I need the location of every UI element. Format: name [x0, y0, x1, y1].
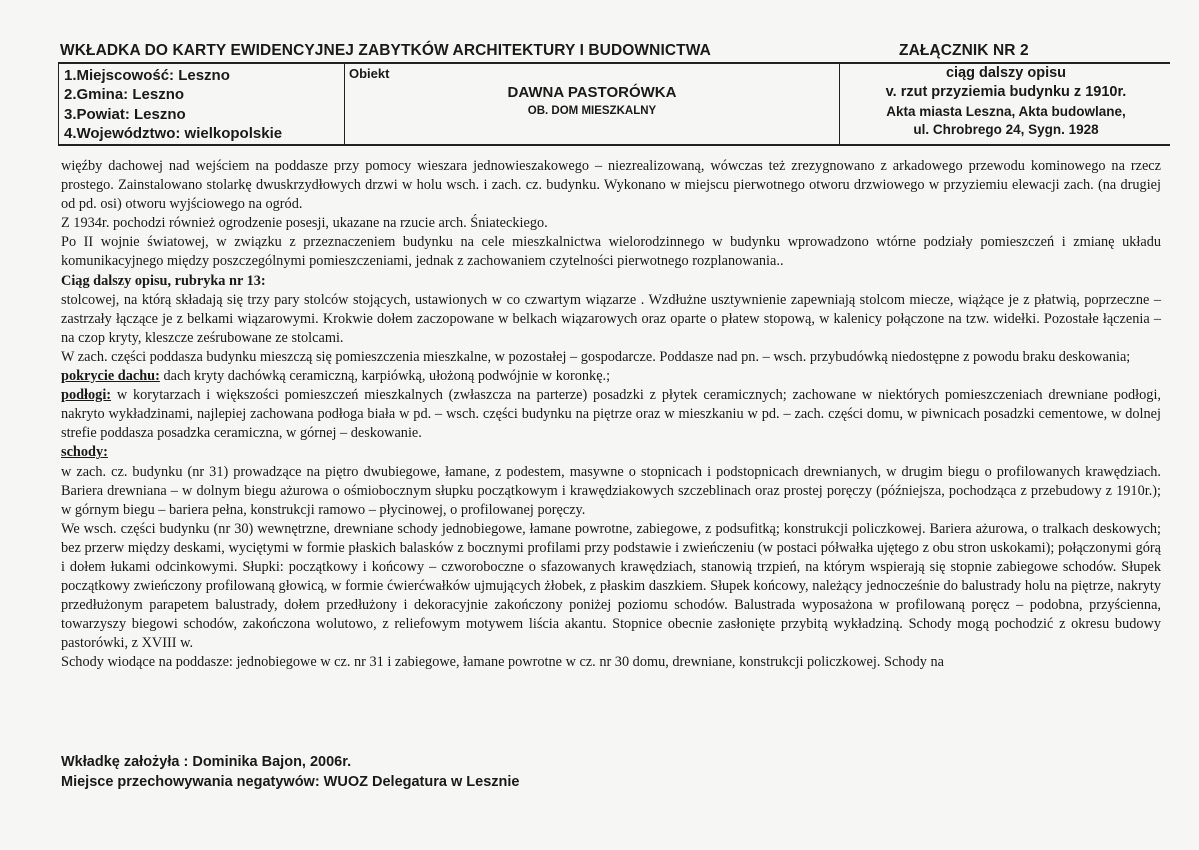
note-line-3: Akta miasta Leszna, Akta budowlane,	[886, 104, 1126, 119]
paragraph: Po II wojnie światowej, w związku z przeznaczeniem budynku na cele mieszkalnictwa wielorodzinnego w budynku wprowadzono wtórne podziały pomieszczeń i zmianę układu komunikacyjnego między poszczególnymi pomieszczeniami, jednak z zachowaniem czytelności pierwotnego rozplanowania..	[61, 234, 1161, 270]
roof-text: dach kryty dachówką ceramiczną, karpiówką, ułożoną podwójnie w koronkę.;	[159, 368, 611, 385]
description-body	[61, 157, 1161, 673]
object-label: Obiekt	[349, 66, 390, 81]
roof-paragraph	[61, 367, 1161, 386]
attachment-number: ZAŁĄCZNIK NR 2	[899, 42, 1029, 59]
location-commune: 2.Gmina: Leszno	[64, 86, 185, 103]
note-line-1: ciąg dalszy opisu	[945, 65, 1067, 81]
document-footer	[61, 752, 519, 792]
object-subtitle: OB. DOM MIESZKALNY	[527, 105, 657, 117]
section-heading: Ciąg dalszy opisu, rubryka nr 13:	[61, 272, 266, 289]
floors-label: podłogi:	[61, 387, 112, 404]
note-line-4: ul. Chrobrego 24, Sygn. 1928	[913, 122, 1099, 137]
paragraph: w zach. cz. budynku (nr 31) prowadzące na piętro dwubiegowe, łamane, z podestem, masywne o stopnicach i podstopnicach drewnianych, w drugim biegu o profilowanych krawędziach. Bariera drewniana – w dolnym biegu ażurowa o ośmiobocznym słupku początkowym i krawędziakowych szczeblinach oraz prostej poręczy (późniejsza, pochodząca z przebudowy z 1910r.); w górnym biegu – bariera pełna, konstrukcji ramowo – płycinowej, o profilowanej poręczy.	[61, 463, 1161, 518]
object-name: DAWNA PASTORÓWKA	[507, 84, 677, 101]
info-table	[58, 64, 1170, 146]
paragraph: We wsch. części budynku (nr 30) wewnętrzne, drewniane schody jednobiegowe, łamane powrotne, zabiegowe, z podsufitką; konstrukcji policzkowej. Bariera ażurowa, o tralkach deskowych; bez przerw między deskami, wyciętymi w formie płaskich balasków z bocznymi profilami przy podstawie i zwieńczeniu (w postaci półwałka ujętego z obu stron uskokami); połączonymi górą i dołem łukami odcinkowymi. Słupki: początkowy i końcowy – czworoboczne o sfazowanych krawędziach, stanowią trzpień, na którym wspierają się stopnie zabiegowe schodów. Słupek początkowy zwieńczony profilowaną głowicą, w formie ćwierćwałków ujmujących żłobek, z płaskim daszkiem. Słupek końcowy, należący jednocześnie do balustrady holu na piętrze, nakryty przedłużonym parapetem balustrady, dołem przedłużony i dekoracyjnie zakończony poniżej poziomu schodów. Balustrada wyposażona w profilowaną poręcz – podobna, przyścienna, towarzyszy biegowi schodów, zakończona wolutowo, z reliefowym motywem liścia akantu. Stopnice obecnie zasłonięte przybitą wykładziną. Schody mogą pochodzić z okresu budowy pastorówki, z XVIII w.	[61, 520, 1161, 652]
insert-author: Wkładkę założyła : Dominika Bajon, 2006r.	[61, 754, 352, 770]
note-line-2: v. rzut przyziemia budynku z 1910r.	[885, 84, 1127, 100]
negatives-storage: Miejsce przechowywania negatywów: WUOZ Delegatura w Lesznie	[61, 774, 520, 790]
paragraph: W zach. części poddasza budynku mieszczą się pomieszczenia mieszkalne, w pozostałej – gospodarcze. Poddasze nad pn. – wsch. przybudówką niedostępne z powodu braku deskowania;	[61, 348, 1131, 365]
roof-label: pokrycie dachu:	[61, 368, 160, 385]
location-county: 3.Powiat: Leszno	[64, 106, 186, 123]
paragraph: Schody wiodące na poddasze: jednobiegowe w cz. nr 31 i zabiegowe, łamane powrotne w cz. nr 30 domu, drewniane, konstrukcji policzkowej. Schody na	[61, 654, 944, 671]
location-cell	[59, 64, 345, 144]
note-cell	[841, 64, 1171, 144]
paragraph: więźby dachowej nad wejściem na poddasze przy pomocy wieszara jednowieszakowego – niezrealizowaną, wówczas też zrezygnowano z arkadowego przewodu kominowego na rzecz prostego. Zainstalowano stolarkę dwuskrzydłowych drzwi w holu wsch. i zach. cz. budynku. Wykonano w miejscu pierwotnego otworu drzwiowego w przyziemiu elewacji zach. (na drugiej od pd. osi) otworu wyjściowego na ogród.	[61, 158, 1161, 213]
document-title: WKŁADKA DO KARTY EWIDENCYJNEJ ZABYTKÓW ARCHITEKTURY I BUDOWNICTWA	[60, 42, 711, 59]
paragraph: stolcowej, na którą składają się trzy pary stolców stojących, ustawionych w co czwartym wiązarze . Wzdłużne usztywnienie zapewniają stolcom miecze, wiążące je z płatwią, poprzeczne – zastrzały łączące je z belkami wiązarowymi. Krokwie dołem zaczopowane w belkach wiązarowych oraz oparte o płatew stopową, w kalenicy połączone na tzw. widełki. Pozostałe łączenia – na czop kryty, kleszcze ześrubowane ze stolcami.	[61, 291, 1161, 346]
location-voivodeship: 4.Województwo: wielkopolskie	[64, 125, 283, 142]
stairs-label: schody:	[61, 444, 108, 461]
location-town: 1.Miejscowość: Leszno	[64, 67, 230, 84]
floors-text: w korytarzach i większości pomieszczeń mieszkalnych (zwłaszcza na parterze) posadzki z płytek ceramicznych; zachowane w niektórych pomieszczeniach drewniane podłogi, nakryto wykładzinami, najlepiej zachowana podłoga biała w pd. – wsch. części budynku na piętrze oraz w mieszkaniu w pd. – zach. części domu, w piwnicach posadzki cementowe, w dolnej strefie poddasza posadzka ceramiczna, w górnej – deskowanie.	[61, 387, 1161, 442]
paragraph: Z 1934r. pochodzi również ogrodzenie posesji, ukazane na rzucie arch. Śniateckiego.	[61, 215, 548, 232]
object-cell	[345, 64, 840, 144]
floors-paragraph	[61, 386, 1161, 443]
